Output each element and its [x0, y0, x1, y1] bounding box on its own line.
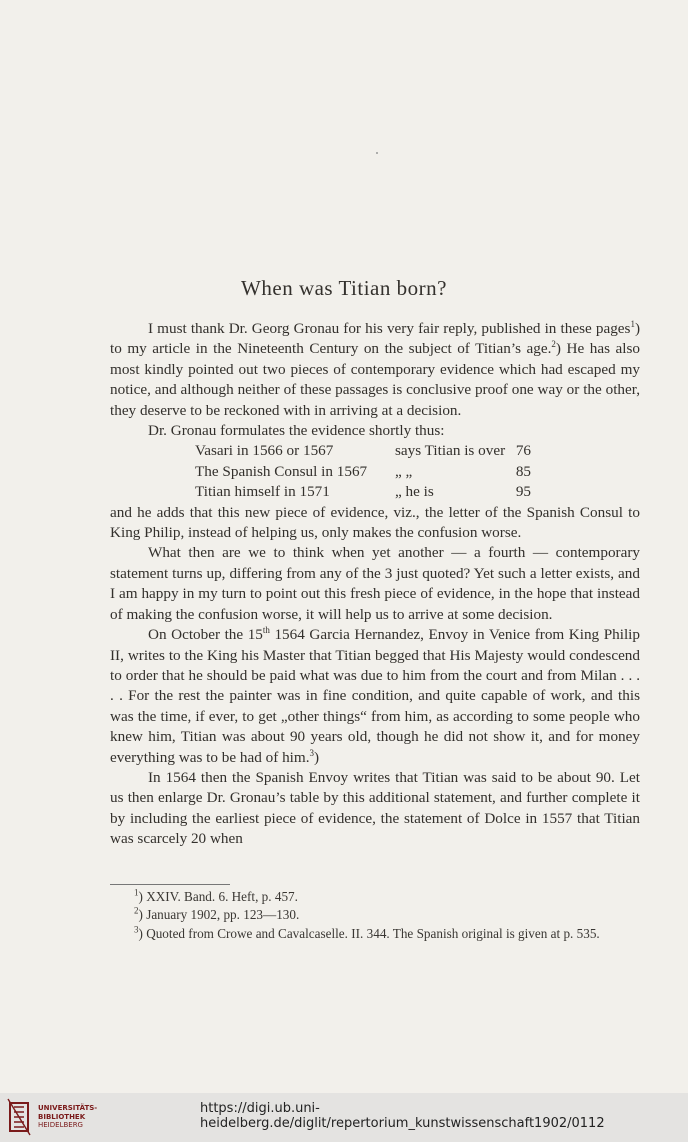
footnote-mark: 1: [134, 887, 139, 898]
footnote-divider: [110, 884, 230, 885]
evidence-source: The Spanish Consul in 1567: [195, 462, 368, 480]
paragraph-5-text-a: On October the 15: [148, 626, 263, 644]
ordinal-suffix: th: [262, 625, 270, 636]
paragraph-1-text-b: ) to my article in the Nineteenth Century on the subject of Titian’s age.: [110, 320, 640, 358]
library-name-line: BIBLIOTHEK: [38, 1112, 86, 1121]
footnote-ref-1: 1: [630, 318, 635, 329]
article-title: When was Titian born?: [241, 276, 447, 300]
evidence-claim: „ he is: [395, 483, 434, 501]
library-name-line: HEIDELBERG: [38, 1121, 83, 1129]
footnote-3: [110, 925, 640, 943]
footnote-ref-2: 2: [551, 339, 556, 350]
footnote-text: ) January 1902, pp. 123—130.: [138, 907, 300, 923]
evidence-claim: „ „: [395, 462, 413, 480]
paragraph-1-text-a: I must thank Dr. Georg Gronau for his very fair reply, published in these pages: [148, 320, 631, 337]
evidence-claim: says Titian is over: [395, 442, 506, 460]
paragraph-3: and he adds that this new piece of evidence, viz., the letter of the Spanish Consul to King Philip, instead of helping us, only makes the confusion worse.: [110, 503, 640, 542]
evidence-table: [195, 441, 640, 502]
library-logo-icon: [6, 1097, 32, 1137]
evidence-age: 95: [515, 483, 531, 501]
footnote-mark: 3: [134, 924, 139, 935]
paragraph-2: Dr. Gronau formulates the evidence shortly thus:: [148, 422, 445, 440]
footnote-mark: 2: [134, 905, 139, 916]
scan-speck: [376, 152, 378, 154]
paragraph-5-text-b: 1564 Garcia Hernandez, Envoy in Venice from King Philip II, writes to the King his Master that Titian begged that His Majesty would condescend to order that he should be paid what was due to him from the court and from Milan . . . . . For the rest the painter was in fine condition, and quite capable of work, and this was the time, if ever, to get „other things“ from him, as according to some people who knew him, Titian was about 90 years old, though he did not show it, and for money everything was to be had of him.: [110, 626, 640, 766]
paragraph-5: [110, 625, 640, 768]
evidence-age: 76: [515, 442, 531, 460]
footnote-ref-3: 3: [309, 747, 314, 758]
library-name: [38, 1104, 97, 1130]
paragraph-6: In 1564 then the Spanish Envoy writes that Titian was said to be about 90. Let us then enlarge Dr. Gronau’s table by this additional statement, and further complete it by including the earliest piece of evidence, the statement of Dolce in 1557 that Titian was scarcely 20 when: [110, 768, 640, 848]
footnote-text: ) XXIV. Band. 6. Heft, p. 457.: [138, 889, 298, 904]
evidence-source: Vasari in 1566 or 1567: [195, 442, 334, 460]
library-name-line: UNIVERSITÄTS-: [38, 1104, 98, 1112]
paragraph-5-text-c: ): [314, 748, 320, 766]
evidence-age: 85: [515, 462, 531, 480]
paragraph-1: [110, 319, 640, 421]
source-url-link[interactable]: https://digi.ub.uni-heidelberg.de/diglit/repertorium_kunstwissenschaft1902/0112: [200, 1101, 605, 1131]
footnote-2: [110, 906, 640, 924]
evidence-source: Titian himself in 1571: [195, 483, 330, 501]
footnote-1: [110, 888, 640, 906]
paragraph-1-text-c: ) He has also most kindly pointed out two pieces of contemporary evidence which had escaped my notice, and although neither of these passages is conclusive proof one way or the other, they deserve to be reckoned with in arriving at a decision.: [110, 340, 640, 419]
article-body: [110, 319, 640, 850]
footnote-text: ) Quoted from Crowe and Cavalcaselle. II. 344. The Spanish original is given at p. 535.: [138, 925, 600, 941]
footnotes: [110, 888, 640, 943]
paragraph-4: What then are we to think when yet another — a fourth — contemporary statement turns up, differing from any of the 3 just quoted? Yet such a letter exists, and I am happy in my turn to point out this fresh piece of evidence, in the hope that instead of making the confusion worse, it will help us to arrive at some decision.: [110, 544, 640, 623]
